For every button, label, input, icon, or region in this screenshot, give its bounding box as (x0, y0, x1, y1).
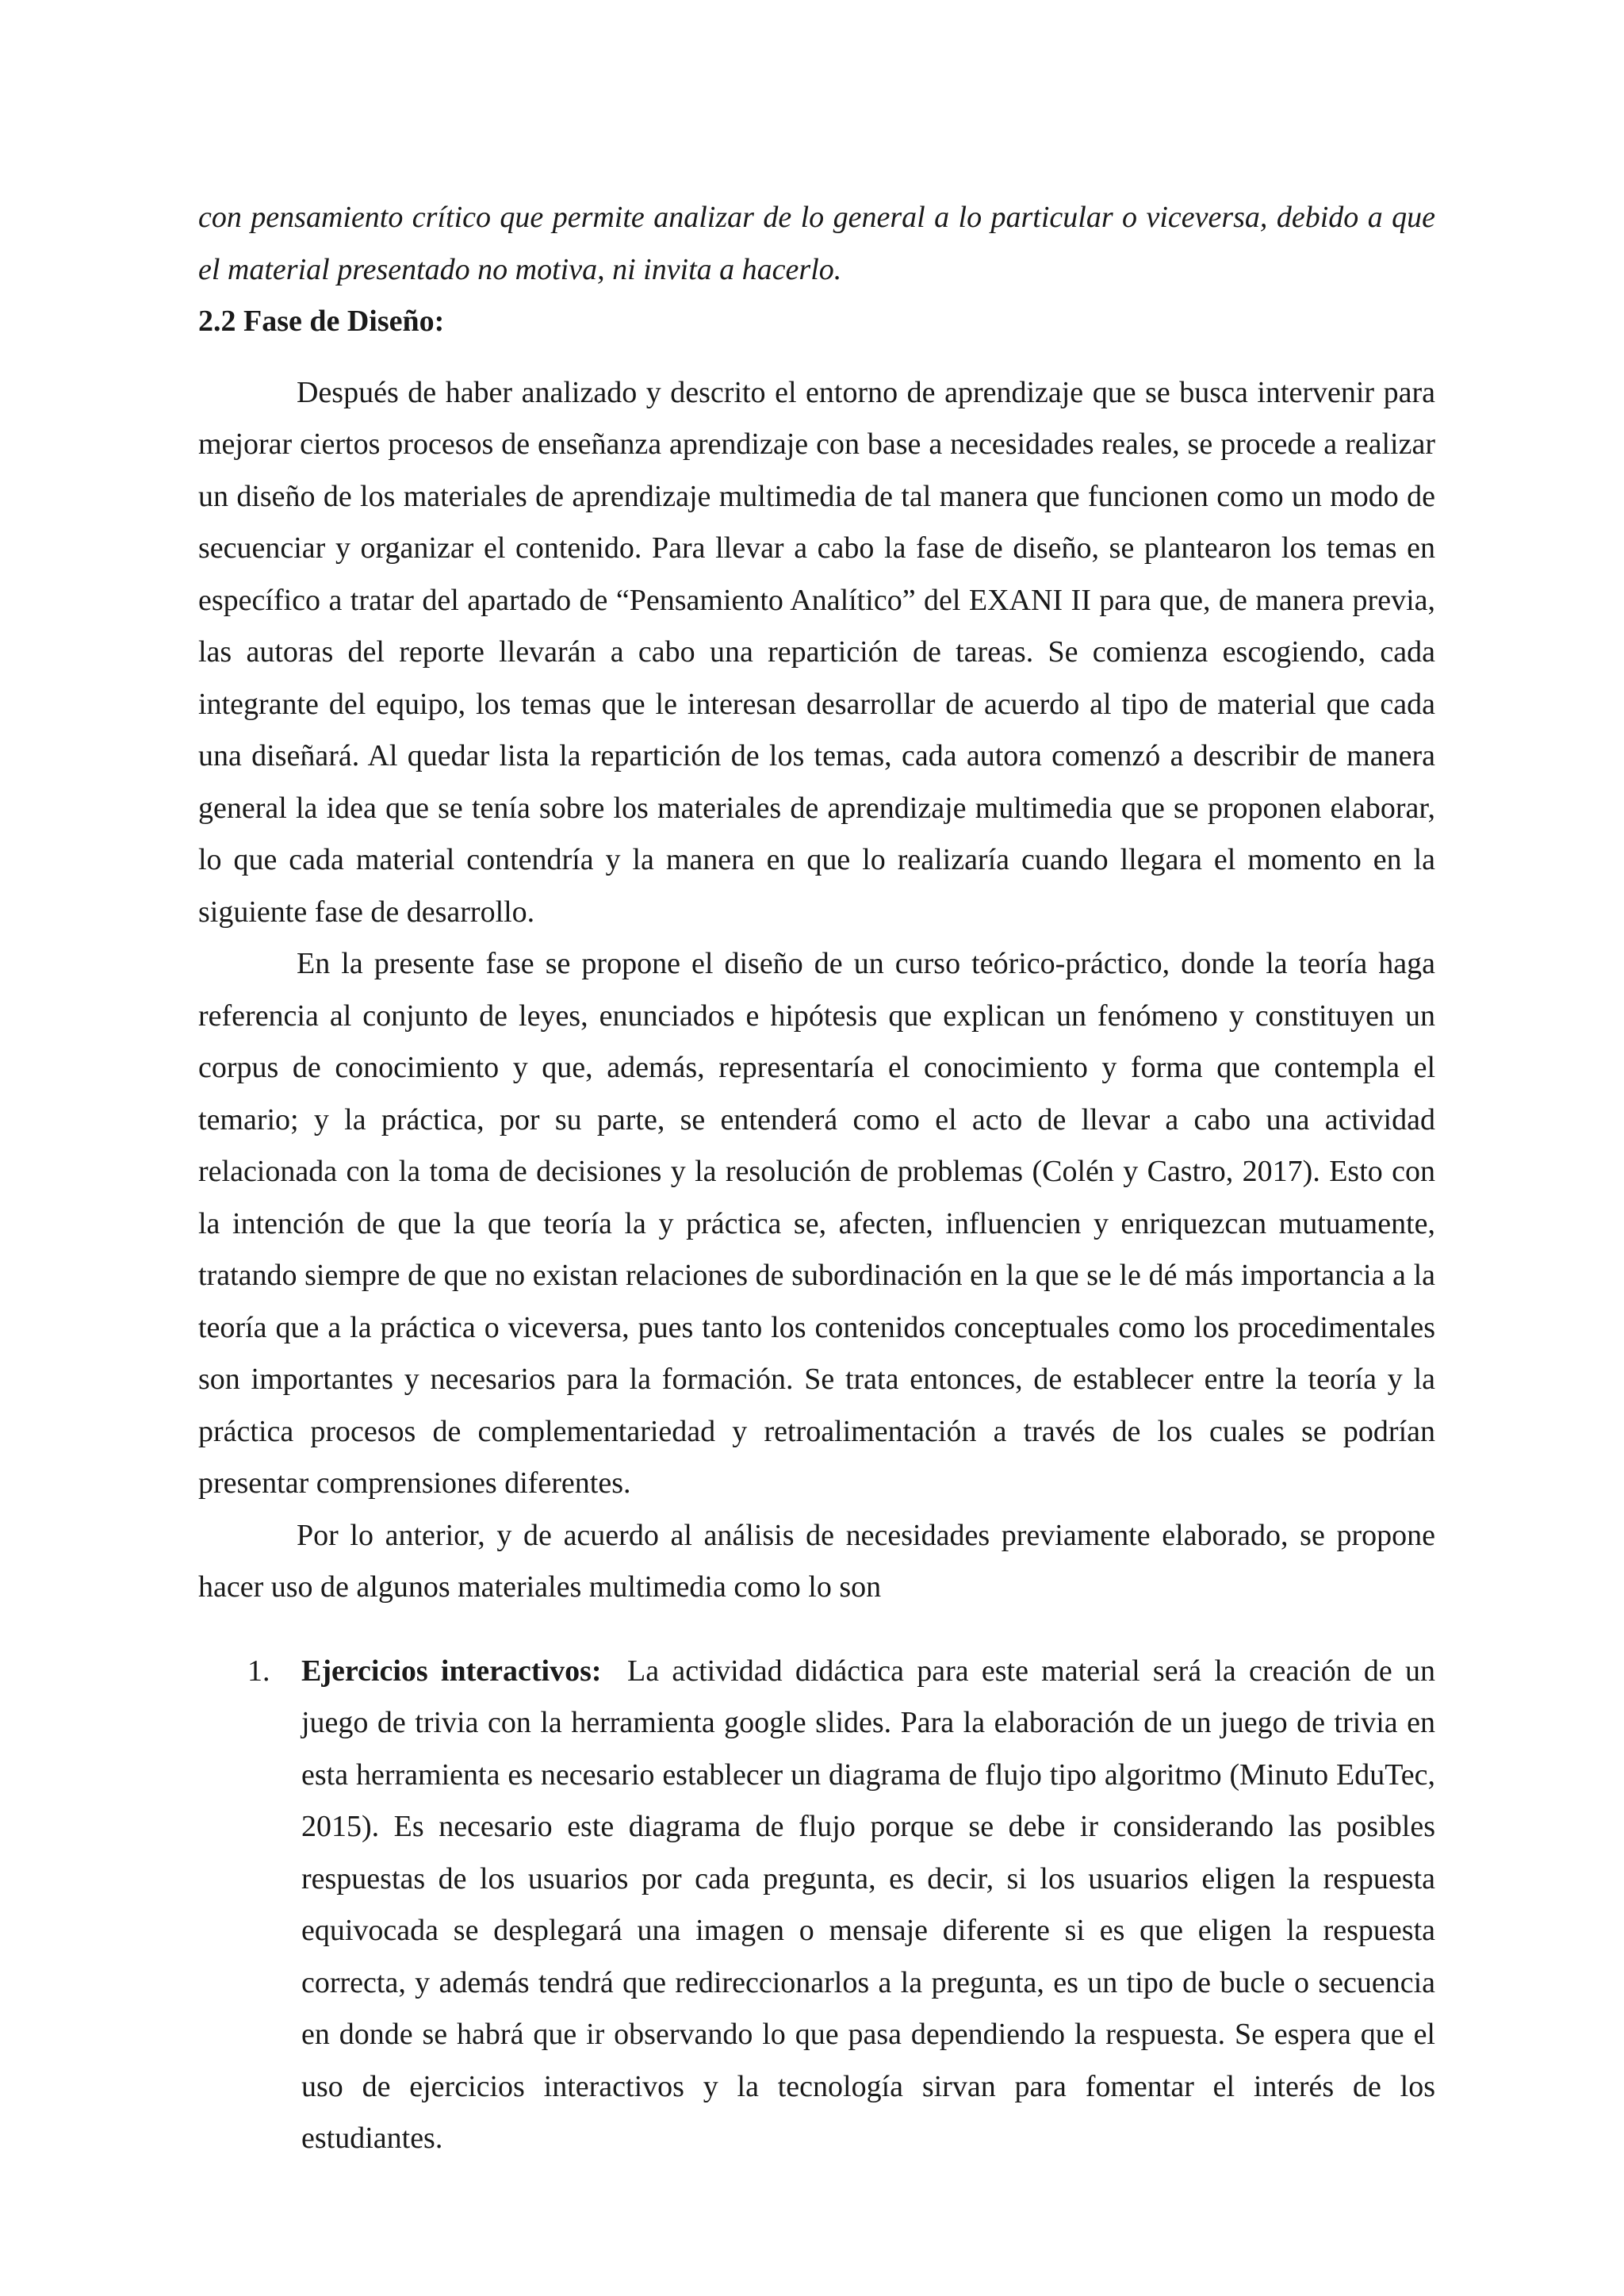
section-heading: 2.2 Fase de Diseño: (198, 305, 445, 338)
page-content (198, 192, 1435, 2165)
body-paragraph: En la presente fase se propone el diseño de un curso teórico-práctico, donde la teoría haga referencia al conjunto de leyes, enunciados e hipótesis que explican un fenómeno y constituyen un corpus de conocimiento y que, además, representaría el conocimiento y forma que contempla el temario; y la práctica, por su parte, se entenderá como el acto de llevar a cabo una actividad relacionada con la toma de decisiones y la resolución de problemas (Colén y Castro, 2017). Esto con la intención de que la que teoría la y práctica se, afecten, influencien y enriquezcan mutuamente, tratando siempre de que no existan relaciones de subordinación en la que se le dé más importancia a la teoría que a la práctica o viceversa, pues tanto los contenidos conceptuales como los procedimentales son importantes y necesarios para la formación. Se trata entonces, de establecer entre la teoría y la práctica procesos de complementariedad y retroalimentación a través de los cuales se podrían presentar comprensiones diferentes. (198, 947, 1435, 1500)
list-item-body (301, 1646, 1435, 2165)
list-item-title: Ejercicios interactivos: (301, 1654, 602, 1688)
list-item-text: La actividad didáctica para este material será la creación de un juego de trivia con la herramienta google slides. Para la elaboración de un juego de trivia en esta herramienta es necesario establecer un diagrama de flujo tipo algoritmo (Minuto EduTec, 2015). Es necesario este diagrama de flujo porque se debe ir considerando las posibles respuestas de los usuarios por cada pregunta, es decir, si los usuarios eligen la respuesta equivocada se desplegará una imagen o mensaje diferente si es que eligen la respuesta correcta, y además tendrá que redireccionarlos a la pregunta, es un tipo de bucle o secuencia en donde se habrá que ir observando lo que pasa dependiendo la respuesta. Se espera que el uso de ejercicios interactivos y la tecnología sirvan para fomentar el interés de los estudiantes. (301, 1654, 1436, 2155)
body-paragraph: Por lo anterior, y de acuerdo al análisis de necesidades previamente elaborado, se propone hacer uso de algunos materiales multimedia como lo son (198, 1518, 1435, 1604)
body-paragraph: Después de haber analizado y descrito el entorno de aprendizaje que se busca intervenir para mejorar ciertos procesos de enseñanza aprendizaje con base a necesidades reales, se procede a realizar un diseño de los materiales de aprendizaje multimedia de tal manera que funcionen como un modo de secuenciar y organizar el contenido. Para llevar a cabo la fase de diseño, se plantearon los temas en específico a tratar del apartado de “Pensamiento Analítico” del EXANI II para que, de manera previa, las autoras del reporte llevarán a cabo una repartición de tareas. Se comienza escogiendo, cada integrante del equipo, los temas que le interesan desarrollar de acuerdo al tipo de material que cada una diseñará. Al quedar lista la repartición de los temas, cada autora comenzó a describir de manera general la idea que se tenía sobre los materiales de aprendizaje multimedia que se proponen elaborar, lo que cada material contendría y la manera en que lo realizaría cuando llegara el momento en la siguiente fase de desarrollo. (198, 375, 1435, 929)
list-item-number: 1. (247, 1654, 270, 1688)
intro-paragraph: con pensamiento crítico que permite analizar de lo general a lo particular o viceversa, debido a que el material presentado no motiva, ni invita a hacerlo. (198, 201, 1435, 286)
numbered-list (198, 1646, 1435, 2165)
list-item (198, 1646, 1435, 2165)
